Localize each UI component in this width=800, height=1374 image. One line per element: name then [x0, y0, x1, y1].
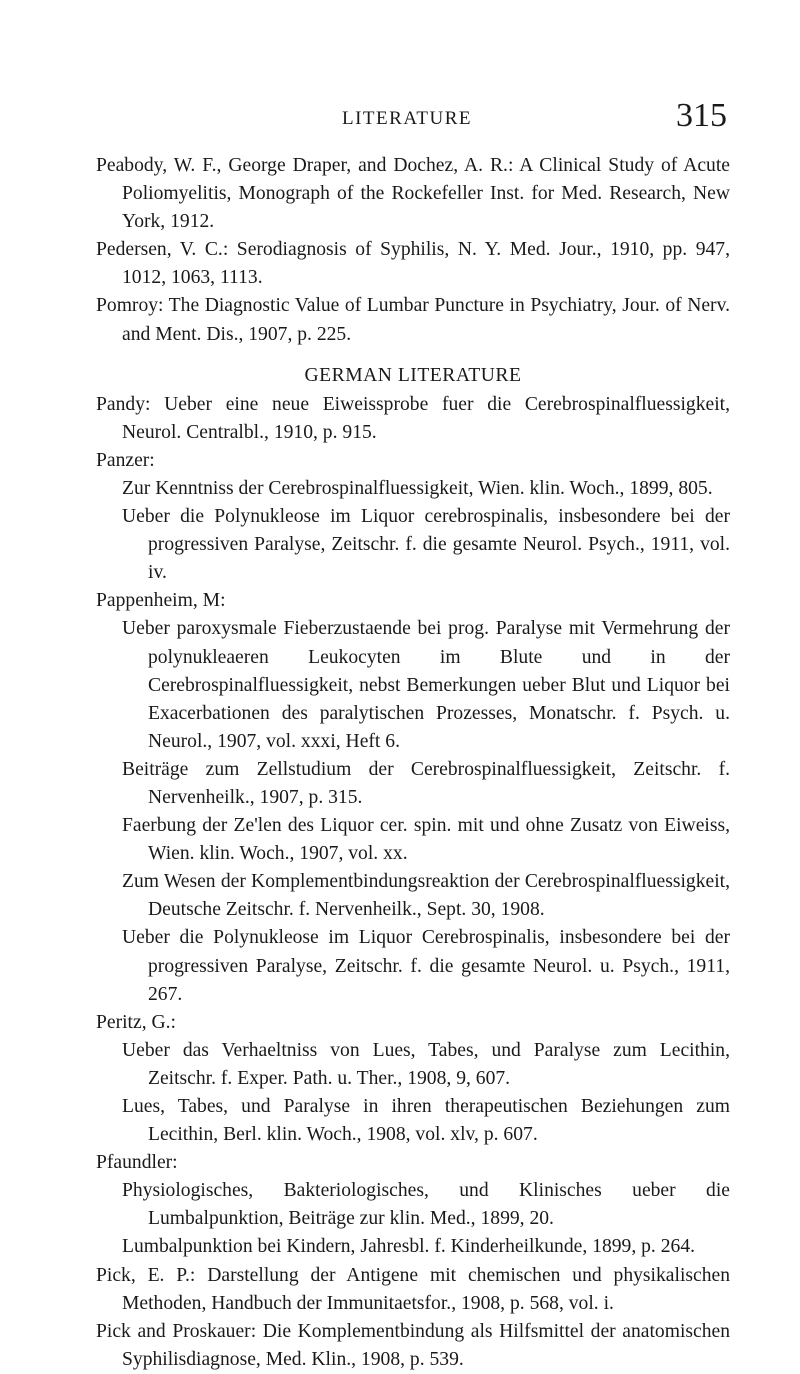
running-title: LITERATURE: [342, 108, 473, 129]
bibliography-sub-entry: Lumbalpunktion bei Kindern, Jahresbl. f. Kinderheilkunde, 1899, p. 264.: [122, 1236, 696, 1258]
bibliography-sub-entry: Ueber die Polynukleose im Liquor cerebrospinalis, insbesondere bei der progressiven Paralyse, Zeitschr. f. die gesamte Neurol. Psych., 1911, vol. iv.: [122, 506, 730, 584]
author-heading: Peritz, G.:: [96, 1011, 176, 1033]
section-heading: GERMAN LITERATURE: [304, 364, 522, 386]
bibliography-entry: Pedersen, V. C.: Serodiagnosis of Syphilis, N. Y. Med. Jour., 1910, pp. 947, 1012, 1063, 1113.: [96, 239, 730, 289]
bibliography-sub-entry: Faerbung der Ze'len des Liquor cer. spin. mit und ohne Zusatz von Eiweiss, Wien. klin. Woch., 1907, vol. xx.: [122, 815, 730, 865]
bibliography-entry: Pick and Proskauer: Die Komplementbindung als Hilfsmittel der anatomischen Syphilisdiagnose, Med. Klin., 1908, p. 539.: [96, 1320, 730, 1370]
bibliography-entry: Pandy: Ueber eine neue Eiweissprobe fuer die Cerebrospinalfluessigkeit, Neurol. Centralbl., 1910, p. 915.: [96, 393, 730, 443]
bibliography-sub-entry: Ueber die Polynukleose im Liquor Cerebrospinalis, insbesondere bei der progressiven Paralyse, Zeitschr. f. die gesamte Neurol. u. Psych., 1911, 267.: [122, 927, 730, 1005]
page-number: 315: [676, 97, 727, 134]
bibliography-sub-entry: Zur Kenntniss der Cerebrospinalfluessigkeit, Wien. klin. Woch., 1899, 805.: [122, 477, 713, 499]
bibliography-sub-entry: Zum Wesen der Komplementbindungsreaktion der Cerebrospinalfluessigkeit, Deutsche Zeitschr. f. Nervenheilk., Sept. 30, 1908.: [122, 871, 730, 921]
bibliography-entry: Pick, E. P.: Darstellung der Antigene mit chemischen und physikalischen Methoden, Handbuch der Immunitaetsfor., 1908, p. 568, vol. i.: [96, 1264, 730, 1314]
bibliography-sub-entry: Lues, Tabes, und Paralyse in ihren therapeutischen Beziehungen zum Lecithin, Berl. klin. Woch., 1908, vol. xlv, p. 607.: [122, 1096, 730, 1146]
bibliography-entry: Peabody, W. F., George Draper, and Dochez, A. R.: A Clinical Study of Acute Poliomyelitis, Monograph of the Rockefeller Inst. for Med. Research, New York, 1912.: [96, 155, 730, 233]
bibliography-sub-entry: Beiträge zum Zellstudium der Cerebrospinalfluessigkeit, Zeitschr. f. Nervenheilk., 1907, p. 315.: [122, 758, 730, 808]
bibliography: [96, 152, 730, 1374]
running-header: [96, 96, 727, 140]
bibliography-sub-entry: Ueber das Verhaeltniss von Lues, Tabes, und Paralyse zum Lecithin, Zeitschr. f. Exper. Path. u. Ther., 1908, 9, 607.: [122, 1039, 730, 1089]
author-heading: Pappenheim, M:: [96, 590, 226, 612]
bibliography-entry: Pomroy: The Diagnostic Value of Lumbar Puncture in Psychiatry, Jour. of Nerv. and Ment. Dis., 1907, p. 225.: [96, 295, 730, 345]
author-heading: Panzer:: [96, 449, 155, 471]
bibliography-sub-entry: Physiologisches, Bakteriologisches, und Klinisches ueber die Lumbalpunktion, Beiträge zur klin. Med., 1899, 20.: [122, 1180, 730, 1230]
bibliography-sub-entry: Ueber paroxysmale Fieberzustaende bei prog. Paralyse mit Vermehrung der polynukleaeren Leukocyten im Blute und in der Cerebrospinalfluessigkeit, nebst Bemerkungen ueber Blut und Liquor bei Exacerbationen des paralytischen Prozesses, Monatschr. f. Psych. u. Neurol., 1907, vol. xxxi, Heft 6.: [122, 618, 730, 752]
author-heading: Pfaundler:: [96, 1152, 178, 1174]
